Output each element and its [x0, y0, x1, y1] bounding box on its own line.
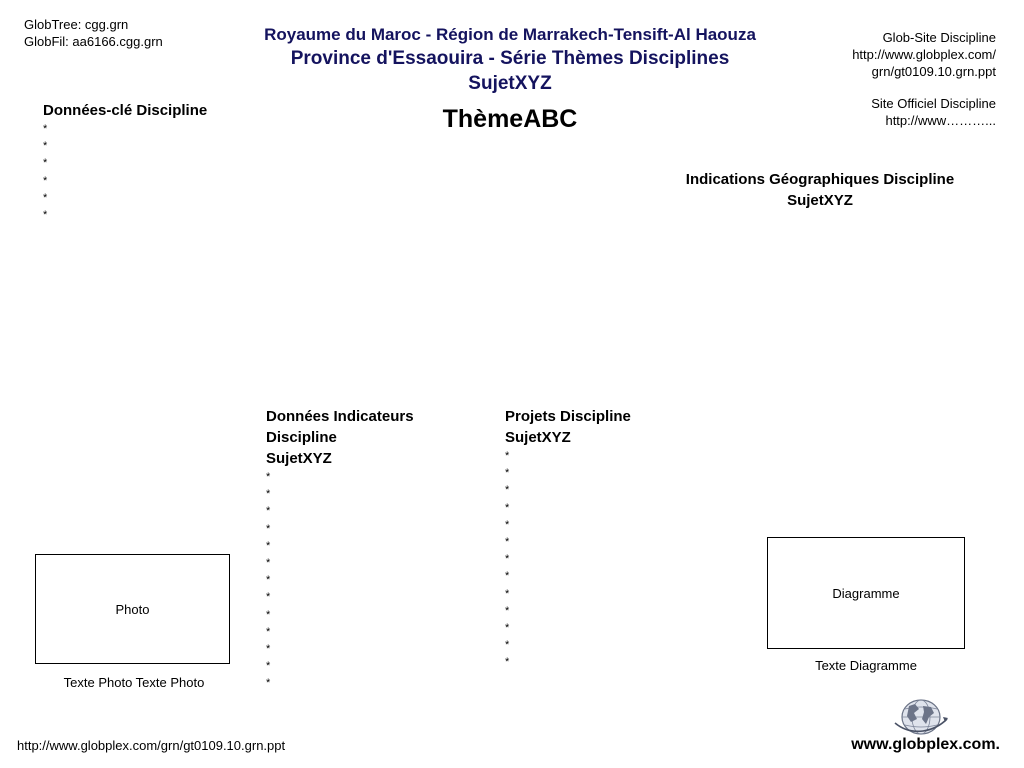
photo-label: Photo [115, 601, 150, 617]
list-item: * [43, 140, 48, 153]
key-data-title: Données-clé Discipline [43, 102, 208, 119]
list-item: * [266, 505, 271, 518]
list-item: * [505, 501, 510, 514]
projects-section [505, 406, 631, 672]
list-item: * [505, 518, 510, 531]
list-item: * [505, 587, 510, 600]
indicators-section [266, 406, 414, 693]
official-site-link[interactable]: http://www………... [885, 113, 996, 128]
list-item: * [505, 536, 510, 549]
globe-logo-icon [893, 697, 949, 737]
footer-url[interactable]: http://www.globplex.com/grn/gt0109.10.grn.ppt [17, 738, 286, 753]
file-info [24, 16, 163, 50]
projects-title: Projets Discipline [505, 408, 631, 425]
key-data-section [43, 100, 207, 224]
page-title: ThèmeABC [442, 105, 578, 133]
list-item: * [266, 522, 271, 535]
diagram-label: Diagramme [832, 586, 900, 601]
geo-section [650, 169, 990, 211]
indicators-subject: SujetXYZ [266, 450, 332, 467]
list-item: * [505, 656, 510, 669]
photo-placeholder [35, 554, 230, 664]
list-item: * [266, 471, 271, 483]
list-item: * [505, 467, 510, 480]
list-item: * [266, 591, 271, 604]
globtree-label: GlobTree: cgg.grn [24, 17, 129, 32]
list-item: * [266, 608, 271, 621]
glob-site-link-path[interactable]: grn/gt0109.10.grn.ppt [871, 64, 996, 79]
list-item: * [43, 174, 48, 187]
list-item: * [505, 484, 510, 497]
list-item: * [505, 570, 510, 583]
diagram-placeholder [767, 537, 965, 649]
glob-site-link[interactable]: http://www.globplex.com/ [852, 47, 996, 62]
header-province: Province d'Essaouira - Série Thèmes Disciplines [290, 48, 730, 69]
list-item: * [266, 557, 271, 570]
list-item: * [266, 488, 271, 501]
projects-subject: SujetXYZ [505, 429, 571, 446]
header-region: Royaume du Maroc - Région de Marrakech-Tensift-Al Haouza [264, 25, 756, 44]
official-site-label: Site Officiel Discipline [871, 96, 996, 111]
list-item: * [43, 123, 48, 135]
projects-list [505, 448, 631, 672]
list-item: * [505, 450, 510, 462]
page-header [210, 24, 810, 96]
header-subject: SujetXYZ [468, 73, 552, 94]
list-item: * [266, 574, 271, 587]
photo-caption: Texte Photo Texte Photo [63, 675, 205, 690]
list-item: * [266, 660, 271, 673]
indicators-title: Données Indicateurs [266, 408, 414, 425]
list-item: * [266, 539, 271, 552]
list-item: * [266, 625, 271, 638]
list-item: * [505, 639, 510, 652]
indicators-discipline: Discipline [266, 429, 337, 446]
site-links [852, 29, 996, 129]
list-item: * [266, 643, 271, 656]
geo-title: Indications Géographiques Discipline [685, 171, 955, 188]
footer-brand[interactable]: www.globplex.com. [851, 736, 1000, 753]
key-data-list [43, 121, 207, 224]
diagram-caption: Texte Diagramme [815, 658, 917, 673]
list-item: * [505, 553, 510, 566]
list-item: * [43, 157, 48, 170]
list-item: * [505, 604, 510, 617]
list-item: * [43, 191, 48, 204]
globfil-label: GlobFil: aa6166.cgg.grn [24, 34, 163, 49]
list-item: * [266, 677, 271, 690]
glob-site-label: Glob-Site Discipline [882, 30, 996, 45]
indicators-list [266, 469, 414, 693]
list-item: * [505, 622, 510, 635]
geo-subject: SujetXYZ [787, 192, 853, 209]
list-item: * [43, 209, 48, 222]
